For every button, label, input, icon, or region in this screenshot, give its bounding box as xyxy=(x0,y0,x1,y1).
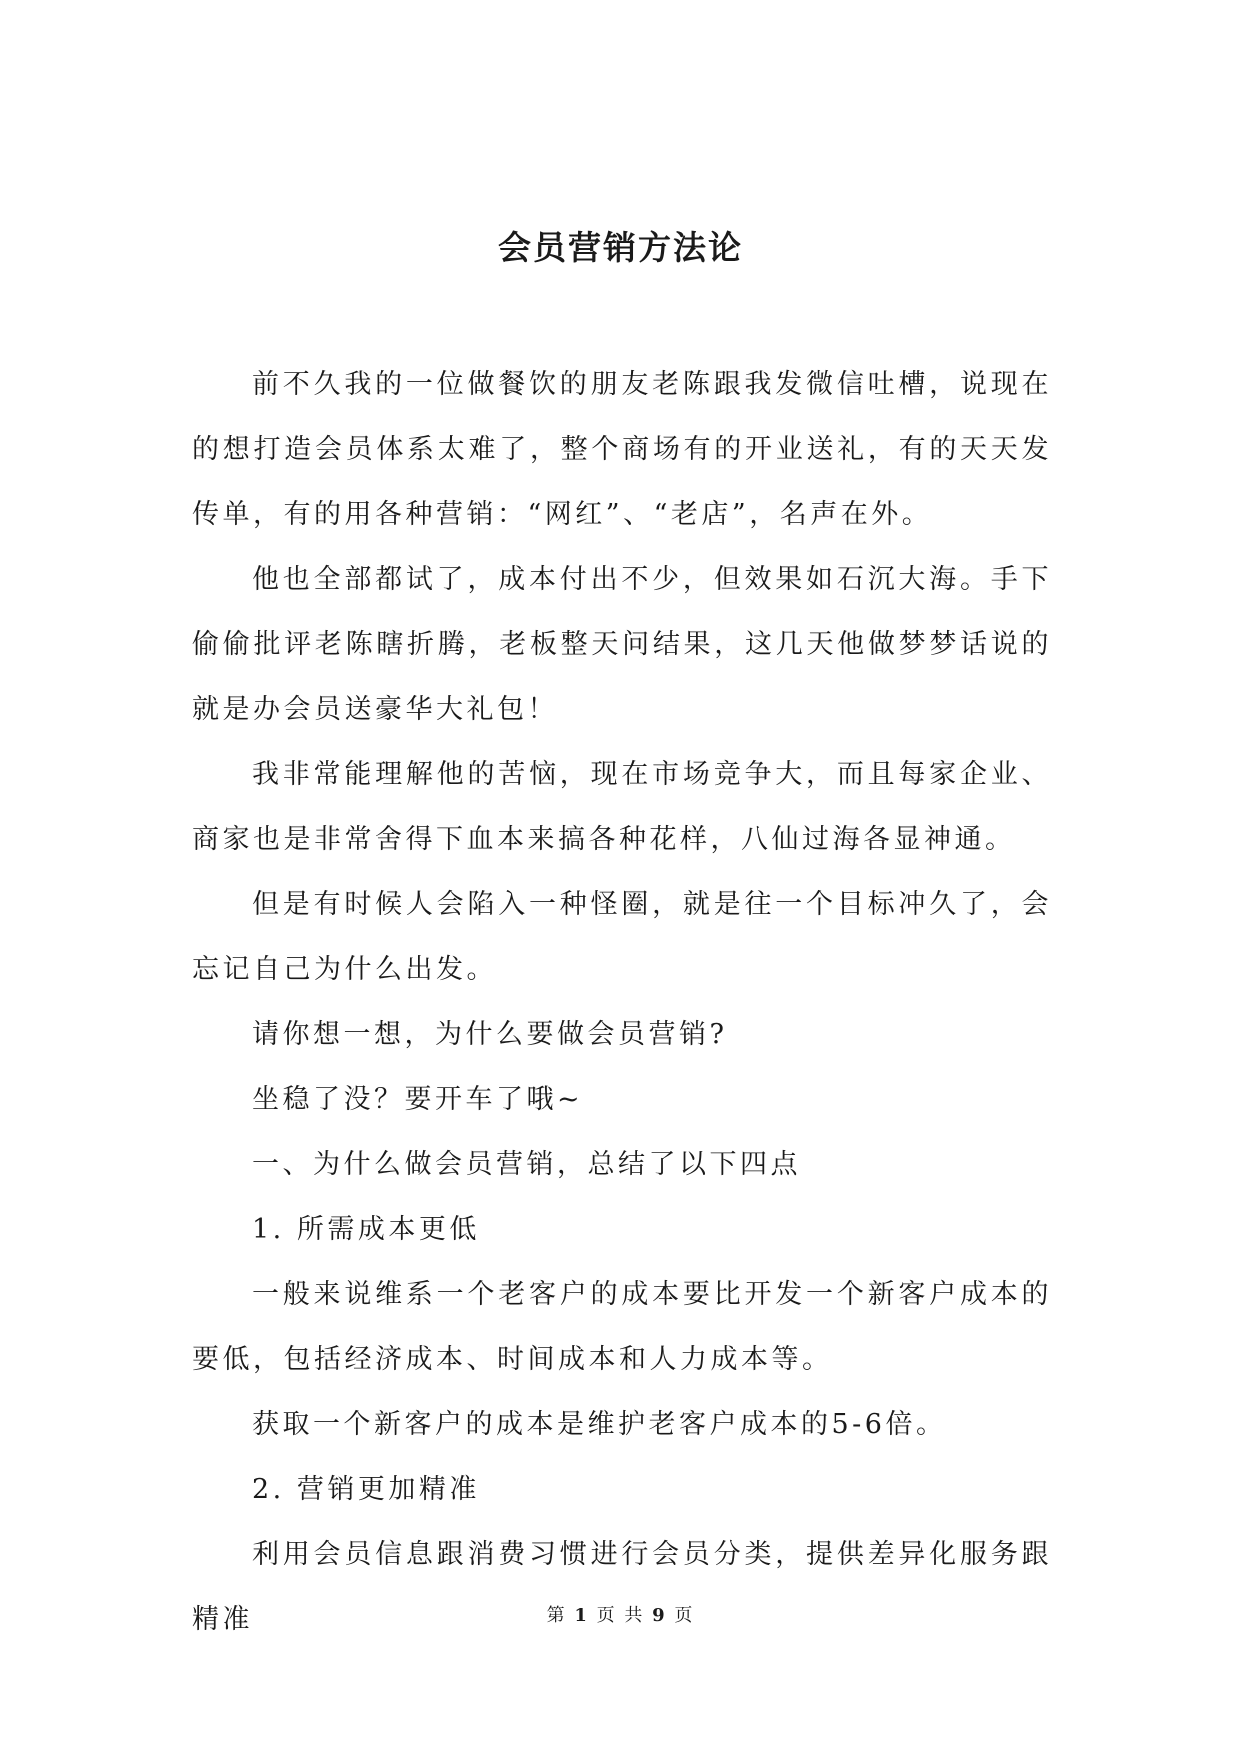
subsection-heading: 2. 营销更加精准 xyxy=(252,1474,480,1505)
paragraph: 前不久我的一位做餐饮的朋友老陈跟我发微信吐槽，说现在的想打造会员体系太难了，整个商场有的开业送礼，有的天天发传单，有的用各种营销：“网红”、“老店”，名声在外。 xyxy=(192,369,1052,530)
paragraph: 但是有时候人会陷入一种怪圈，就是往一个目标冲久了，会忘记自己为什么出发。 xyxy=(192,889,1052,985)
page-footer xyxy=(0,1601,1241,1627)
subsection-heading: 1. 所需成本更低 xyxy=(252,1214,480,1245)
current-page-number: 1 xyxy=(574,1605,589,1626)
paragraph: 请你想一想，为什么要做会员营销? xyxy=(252,1019,728,1050)
paragraph: 我非常能理解他的苦恼，现在市场竞争大，而且每家企业、商家也是非常舍得下血本来搞各种花样，八仙过海各显神通。 xyxy=(192,759,1052,855)
document-title: 会员营销方法论 xyxy=(498,228,743,267)
paragraph: 获取一个新客户的成本是维护老客户成本的5-6倍。 xyxy=(252,1409,947,1440)
footer-suffix: 页 xyxy=(674,1605,695,1626)
footer-prefix: 第 xyxy=(546,1605,567,1626)
paragraph: 坐稳了没？要开车了哦~ xyxy=(252,1084,584,1115)
paragraph: 他也全部都试了，成本付出不少，但效果如石沉大海。手下偷偷批评老陈瞎折腾，老板整天问结果，这几天他做梦梦话说的就是办会员送豪华大礼包！ xyxy=(192,564,1052,725)
section-heading: 一、为什么做会员营销，总结了以下四点 xyxy=(252,1149,801,1180)
document-body xyxy=(192,352,1052,1652)
paragraph: 一般来说维系一个老客户的成本要比开发一个新客户成本的要低，包括经济成本、时间成本和人力成本等。 xyxy=(192,1279,1052,1375)
paragraph: 利用会员信息跟消费习惯进行会员分类，提供差异化服务跟精准 xyxy=(192,1539,1052,1635)
footer-middle: 页 共 xyxy=(596,1605,645,1626)
total-pages-number: 9 xyxy=(652,1605,667,1626)
